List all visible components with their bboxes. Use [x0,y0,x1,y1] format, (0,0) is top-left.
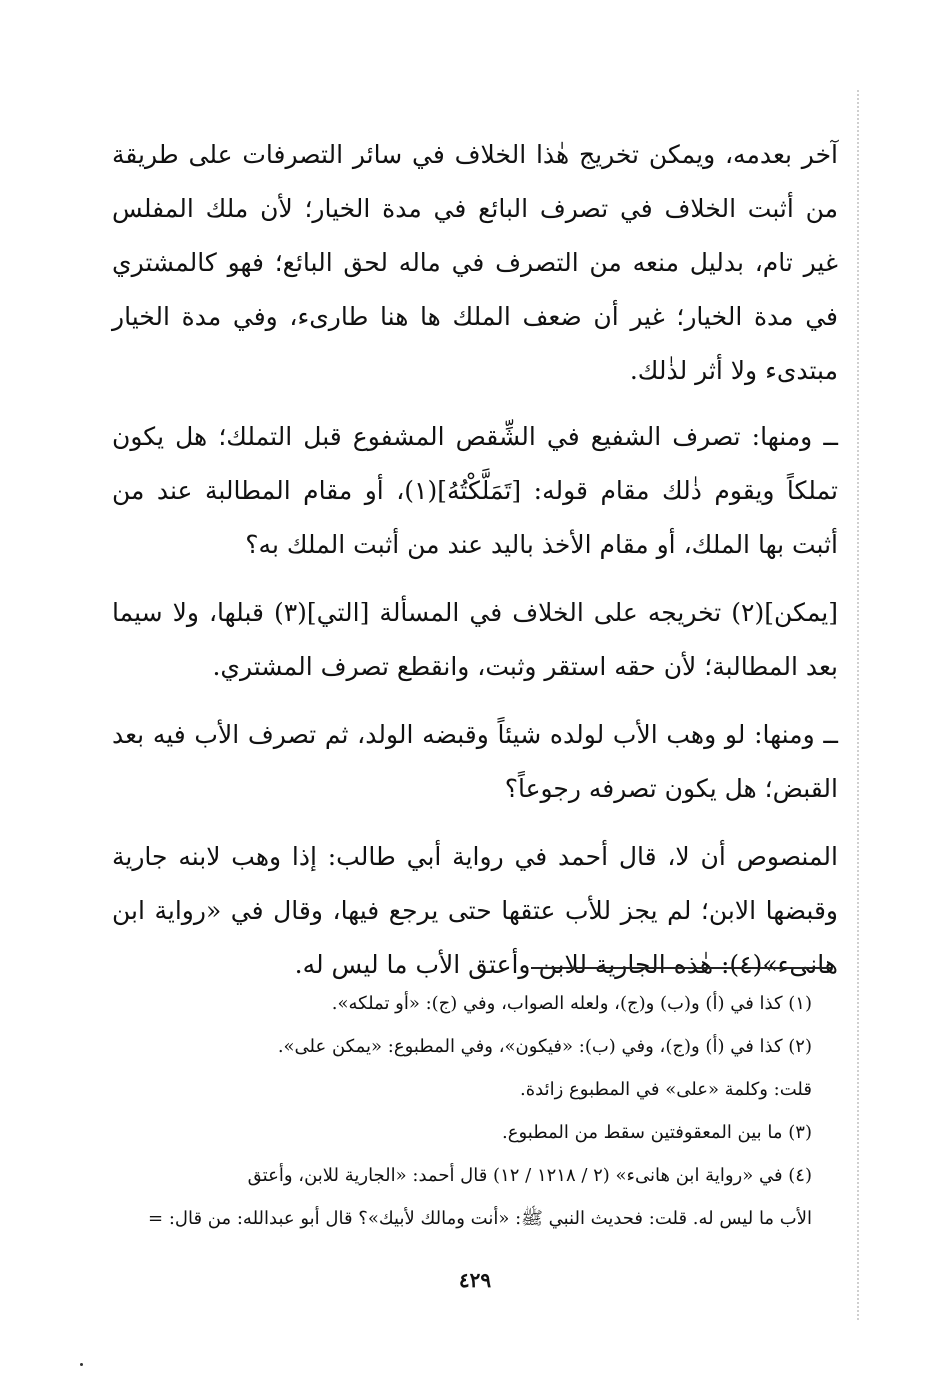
footnote-2-note: قلت: وكلمة «على» في المطبوع زائدة. [520,1079,812,1100]
main-text [112,128,838,1006]
page-edge-shadow [857,90,863,1320]
footnote-4: (٤) في «رواية ابن هانىء» (٢ / ١٢١٨ / ١٢) قال أحمد: «الجارية للابن، وأعتق [247,1165,812,1186]
footnote-3: (٣) ما بين المعقوفتين سقط من المطبوع. [502,1122,812,1143]
paragraph-5: المنصوص أن لا، قال أحمد في رواية أبي طالب: إذا وهب لابنه جارية وقبضها الابن؛ لم يجز للأب عتقها حتى يرجع فيها، وقال في «رواية ابن هانىء»(٤): هٰذه الجارية للابن وأعتق الأب ما ليس له. [112,842,838,979]
page-number: ٤٢٩ [458,1268,492,1292]
paragraph-4: ــ ومنها: لو وهب الأب لولده شيئاً وقبضه الولد، ثم تصرف الأب فيه بعد القبض؛ هل يكون تصرفه رجوعاً؟ [112,720,838,803]
footnote-separator [531,967,831,969]
footnote-4-continued: الأب ما ليس له. قلت: فحديث النبي ﷺ: «أنت ومالك لأبيك»؟ قال أبو عبدالله: من قال: = [148,1208,812,1229]
paragraph-2: ــ ومنها: تصرف الشفيع في الشِّقص المشفوع قبل التملك؛ هل يكون تملكاً ويقوم ذٰلك مقام قوله: [تَمَلَّكْتُهُ](١)، أو مقام المطالبة عند من أثبت بها الملك، أو مقام الأخذ باليد عند من أثبت الملك به؟ [112,422,838,559]
paragraph-1: آخر بعدمه، ويمكن تخريج هٰذا الخلاف في سائر التصرفات على طريقة من أثبت الخلاف في تصرف البائع في مدة الخيار؛ لأن ملك المفلس غير تام، بدليل منعه من التصرف في ماله لحق البائع؛ فهو كالمشتري في مدة الخيار؛ غير أن ضعف الملك ها هنا طارىء، وفي مدة الخيار مبتدىء ولا أثر لذٰلك. [112,140,838,385]
footnotes [108,982,812,1240]
scan-speck [80,1363,83,1366]
footnote-2: (٢) كذا في (أ) و(ج)، وفي (ب): «فيكون»، وفي المطبوع: «يمكن على». [277,1036,812,1057]
footnote-1: (١) كذا في (أ) و(ب) و(ج)، ولعله الصواب، وفي (ج): «أو تملكه». [331,993,812,1014]
paragraph-3: [يمكن](٢) تخريجه على الخلاف في المسألة [التي](٣) قبلها، ولا سيما بعد المطالبة؛ لأن حقه استقر وثبت، وانقطع تصرف المشتري. [112,598,838,681]
